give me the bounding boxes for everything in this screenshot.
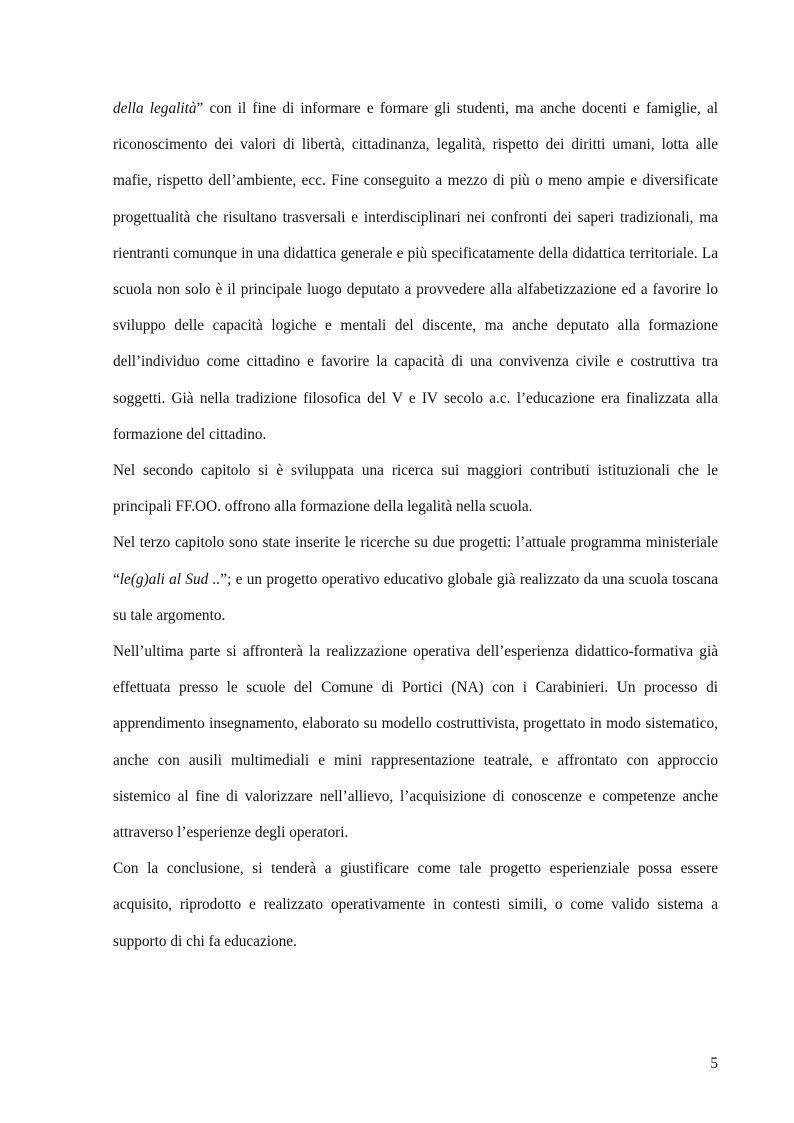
text-segment: ”; e un progetto operativo educativo globale già realizzato da una scuola toscana su tale argomento. (113, 570, 718, 624)
text-segment: Nel secondo capitolo si è sviluppata una ricerca sui maggiori contributi istituzionali che le principali FF.OO. offrono alla formazione della legalità nella scuola. (113, 462, 718, 516)
paragraph-conclusion (113, 851, 718, 960)
text-segment: ” con il fine di informare e formare gli studenti, ma anche docenti e famiglie, al riconoscimento dei valori di libertà, cittadinanza, legalità, rispetto dei diritti umani, lotta alle mafie, rispetto dell’ambiente, ecc. Fine conseguito a mezzo di più o meno ampie e diversificate progettualità che risultano trasversali e interdisciplinari nei confronti dei saperi tradizionali, ma rientranti comunque in una didattica generale e più specificatamente della didattica territoriale. La scuola non solo è il principale luogo deputato a provvedere alla alfabetizzazione ed a favorire lo sviluppo delle capacità logiche e mentali del discente, ma anche deputato alla formazione dell’individuo come cittadino e favorire la capacità di una convivenza civile e costruttiva tra soggetti. Già nella tradizione filosofica del V e IV secolo a.c. l’educazione era finalizzata alla formazione del cittadino. (113, 100, 718, 443)
italic-phrase-legali-al-sud: le(g)ali al Sud .. (119, 570, 221, 588)
paragraph-third-chapter (113, 525, 718, 634)
text-segment: Nell’ultima parte si affronterà la realizzazione operativa dell’esperienza didattico-formativa già effettuata presso le scuole del Comune di Portici (NA) con i Carabinieri. Un processo di apprendimento insegnamento, elaborato su modello costruttivista, progettato in modo sistematico, anche con ausili multimediali e mini rappresentazione teatrale, e affrontato con approccio sistemico al fine di valorizzare nell’allievo, l’acquisizione di conoscenze e competenze anche attraverso l’esperienze degli operatori. (113, 643, 718, 842)
italic-phrase-della-legalita: della legalità (113, 100, 197, 117)
text-segment: Con la conclusione, si tenderà a giustificare come tale progetto esperienziale possa essere acquisito, riprodotto e realizzato operativamente in contesti simili, o come valido sistema a supporto di chi fa educazione. (113, 860, 718, 950)
paragraph-last-part (113, 634, 718, 851)
page-body (113, 91, 718, 960)
paragraph-second-chapter (113, 453, 718, 525)
text-segment: Nel terzo capitolo sono state inserite le ricerche su due progetti: l’attuale programma ministeriale “ (113, 534, 718, 588)
page-number: 5 (710, 1055, 718, 1072)
paragraph-introduction-continuation (113, 91, 718, 453)
